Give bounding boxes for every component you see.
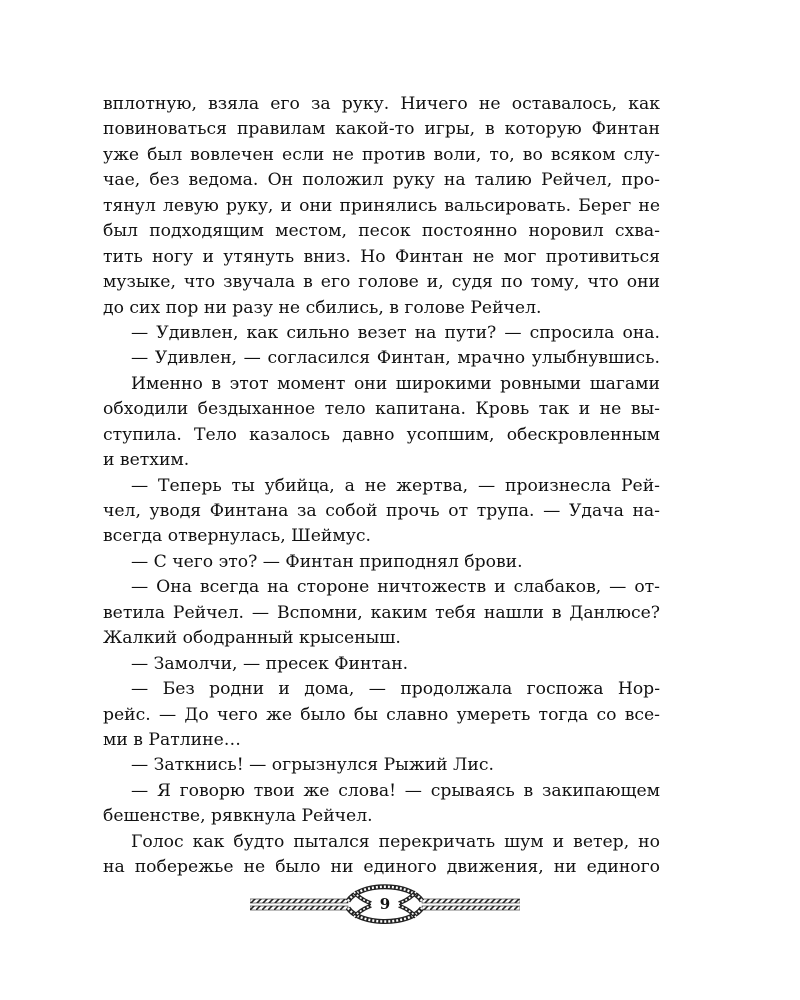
page-number: 9 <box>379 895 391 913</box>
text-line: Именно в этот момент они широкими ровными шагами <box>131 373 660 394</box>
text-line: бешенстве, рявкнула Рейчел. <box>103 806 373 827</box>
text-line: тянул левую руку, и они принялись вальсировать. Берег не <box>103 195 660 216</box>
text-line: Голос как будто пытался перекричать шум и ветер, но <box>131 831 660 852</box>
text-line: на побережье не было ни единого движения, ни единого <box>103 857 660 878</box>
text-line: уже был вовлечен если не против воли, то, во всяком слу- <box>103 144 660 165</box>
text-line: обходили бездыханное тело капитана. Кровь так и не вы- <box>103 399 660 420</box>
text-line: — Удивлен, — согласился Финтан, мрачно улыбнувшись. <box>131 348 660 369</box>
text-line: — Замолчи, — пресек Финтан. <box>131 653 409 674</box>
text-line: — Без родни и дома, — продолжала госпожа Нор- <box>131 679 660 700</box>
text-line: музыке, что звучала в его голове и, судя по тому, что они <box>103 272 660 293</box>
text-line: до сих пор ни разу не сбились, в голове Рейчел. <box>103 297 542 318</box>
text-line: Жалкий ободранный крысеныш. <box>103 628 401 649</box>
text-line: — Теперь ты убийца, а не жертва, — произнесла Рей- <box>131 475 660 496</box>
page-text <box>103 92 660 881</box>
text-line: ступила. Тело казалось давно усопшим, обескровленным <box>103 424 660 445</box>
text-line: чел, уводя Финтана за собой прочь от трупа. — Удача на- <box>103 501 660 521</box>
text-line: рейс. — До чего же было бы славно умереть тогда со все- <box>103 704 660 725</box>
page-footer <box>250 880 520 928</box>
text-line: чае, без ведома. Он положил руку на талию Рейчел, про- <box>103 170 660 191</box>
text-line: ми в Ратлине… <box>103 729 241 750</box>
text-line: был подходящим местом, песок постоянно норовил схва- <box>103 221 660 242</box>
text-line: всегда отвернулась, Шеймус. <box>103 526 371 547</box>
text-line: вплотную, взяла его за руку. Ничего не оставалось, как <box>103 94 660 114</box>
text-line: повиноваться правилам какой-то игры, в которую Финтан <box>103 119 660 140</box>
text-line: — С чего это? — Финтан приподнял брови. <box>131 551 523 572</box>
text-line: — Она всегда на стороне ничтожеств и слабаков, — от- <box>131 577 660 598</box>
text-line: и ветхим. <box>103 450 190 471</box>
text-line: ветила Рейчел. — Вспомни, каким тебя нашли в Данлюсе? <box>103 602 660 623</box>
text-line: — Заткнись! — огрызнулся Рыжий Лис. <box>131 755 494 776</box>
text-line: — Удивлен, как сильно везет на пути? — спросила она. <box>131 322 660 343</box>
text-line: тить ногу и утянуть вниз. Но Финтан не мог противиться <box>103 246 660 267</box>
text-line: — Я говорю твои же слова! — срываясь в закипающем <box>131 780 660 801</box>
